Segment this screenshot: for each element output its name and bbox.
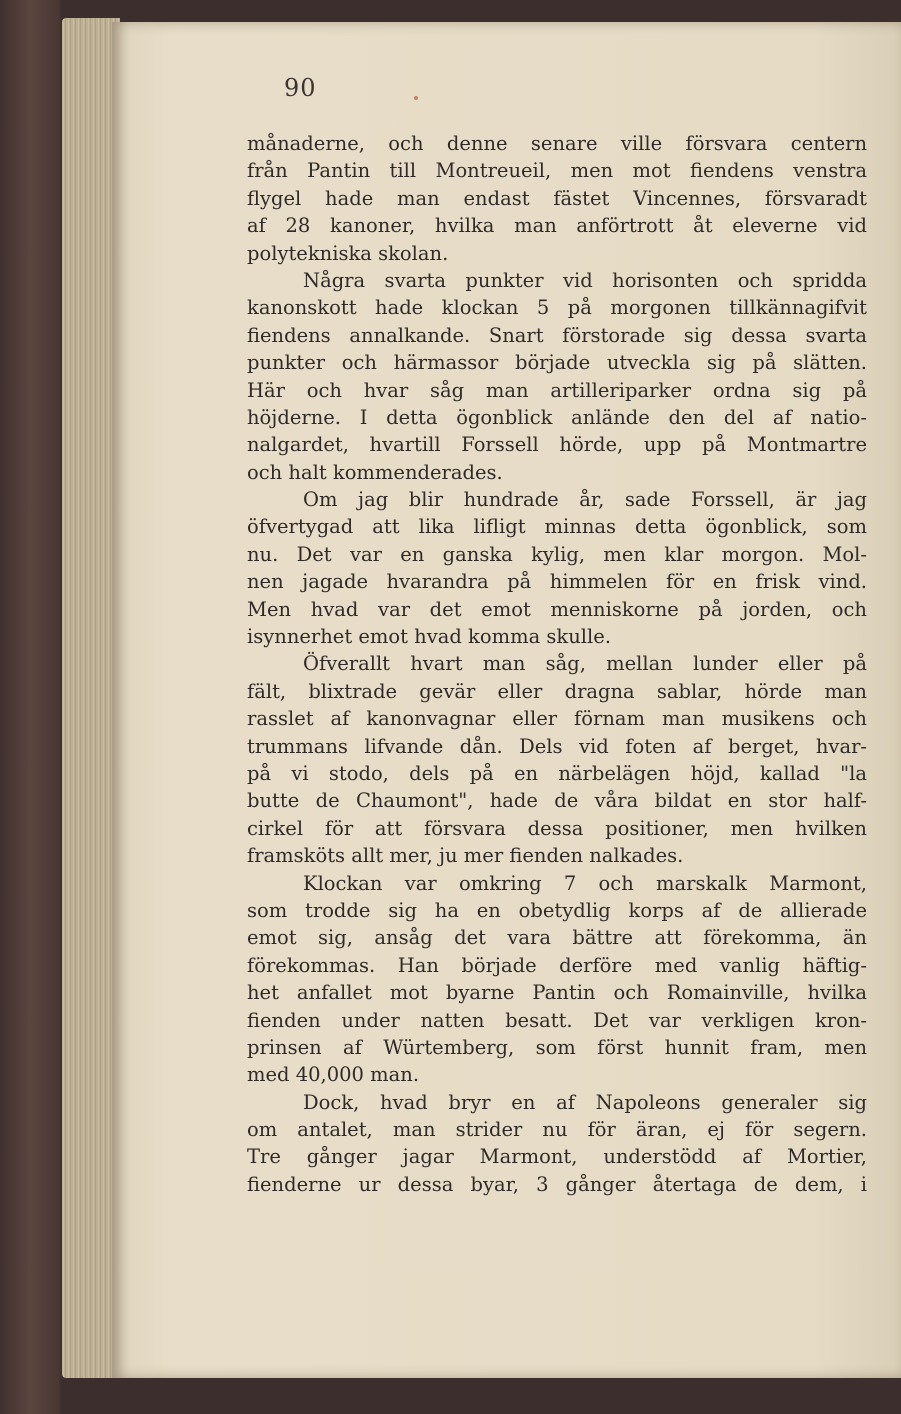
text-line: nalgardet, hvartill Forssell hörde, upp på Montmartre — [247, 433, 867, 457]
text-line: polytekniska skolan. — [247, 241, 449, 265]
text-line: från Pantin till Montreueil, men mot fiendens venstra — [247, 159, 867, 183]
text-line: nen jagade hvarandra på himmelen för en frisk vind. — [247, 570, 867, 594]
text-line: förekommas. Han började derföre med vanlig häftig- — [247, 953, 867, 977]
text-line: het anfallet mot byarne Pantin och Romainville, hvilka — [247, 981, 867, 1005]
text-line: öfvertygad att lika lifligt minnas detta ögonblick, som — [247, 515, 867, 539]
text-line: höjderne. I detta ögonblick anlände den del af natio- — [247, 405, 867, 429]
text-line: isynnerhet emot hvad komma skulle. — [247, 625, 612, 649]
text-line: Här och hvar såg man artilleriparker ordna sig på — [247, 378, 867, 402]
text-line: fält, blixtrade gevär eller dragna sablar, hörde man — [247, 679, 867, 703]
text-line: Öfverallt hvart man såg, mellan lunder eller på — [303, 652, 867, 676]
text-line: på vi stodo, dels på en närbelägen höjd, kallad "la — [247, 761, 867, 785]
text-line: af 28 kanoner, hvilka man anförtrott åt eleverne vid — [247, 214, 867, 238]
text-line: Om jag blir hundrade år, sade Forssell, är jag — [303, 488, 867, 512]
text-line: fiendens annalkande. Snart förstorade sig dessa svarta — [247, 323, 867, 347]
text-line: som trodde sig ha en obetydlig korps af de allierade — [247, 898, 867, 922]
text-line: Några svarta punkter vid horisonten och spridda — [303, 268, 867, 292]
text-line: och halt kommenderades. — [247, 460, 503, 484]
text-line: trummans lifvande dån. Dels vid foten af berget, hvar- — [247, 734, 867, 758]
page-number: 90 — [284, 74, 317, 102]
text-line: med 40,000 man. — [247, 1063, 420, 1087]
text-line: punkter och härmassor började utveckla sig på slätten. — [247, 351, 867, 375]
text-line: framsköts allt mer, ju mer fienden nalkades. — [247, 844, 684, 868]
text-line: fienderne ur dessa byar, 3 gånger återtaga de dem, i — [247, 1172, 867, 1196]
text-line: flygel hade man endast fästet Vincennes, försvaradt — [247, 186, 867, 210]
text-line: prinsen af Würtemberg, som först hunnit fram, men — [247, 1035, 867, 1059]
body-text — [247, 130, 867, 1198]
text-line: kanonskott hade klockan 5 på morgonen tillkännagifvit — [247, 296, 867, 320]
text-line: cirkel för att försvara dessa positioner, men hvilken — [247, 816, 867, 840]
text-line: butte de Chaumont", hade de våra bildat en stor half- — [247, 789, 867, 813]
text-line: månaderne, och denne senare ville försvara centern — [247, 132, 867, 155]
text-line: Klockan var omkring 7 och marskalk Marmont, — [303, 871, 867, 895]
text-line: fienden under natten besatt. Det var verkligen kron- — [247, 1008, 867, 1032]
text-line: Tre gånger jagar Marmont, understödd af Mortier, — [247, 1145, 867, 1169]
text-line: Dock, hvad bryr en af Napoleons generaler sig — [303, 1090, 867, 1114]
text-line: Men hvad var det emot menniskorne på jorden, och — [247, 597, 867, 621]
text-line: rasslet af kanonvagnar eller förnam man musikens och — [247, 707, 867, 731]
text-line: om antalet, man strider nu för äran, ej för segern. — [247, 1118, 867, 1142]
text-line: emot sig, ansåg det vara bättre att förekomma, än — [247, 926, 867, 950]
text-line: nu. Det var en ganska kylig, men klar morgon. Mol- — [247, 542, 867, 566]
ink-speck — [414, 96, 418, 100]
